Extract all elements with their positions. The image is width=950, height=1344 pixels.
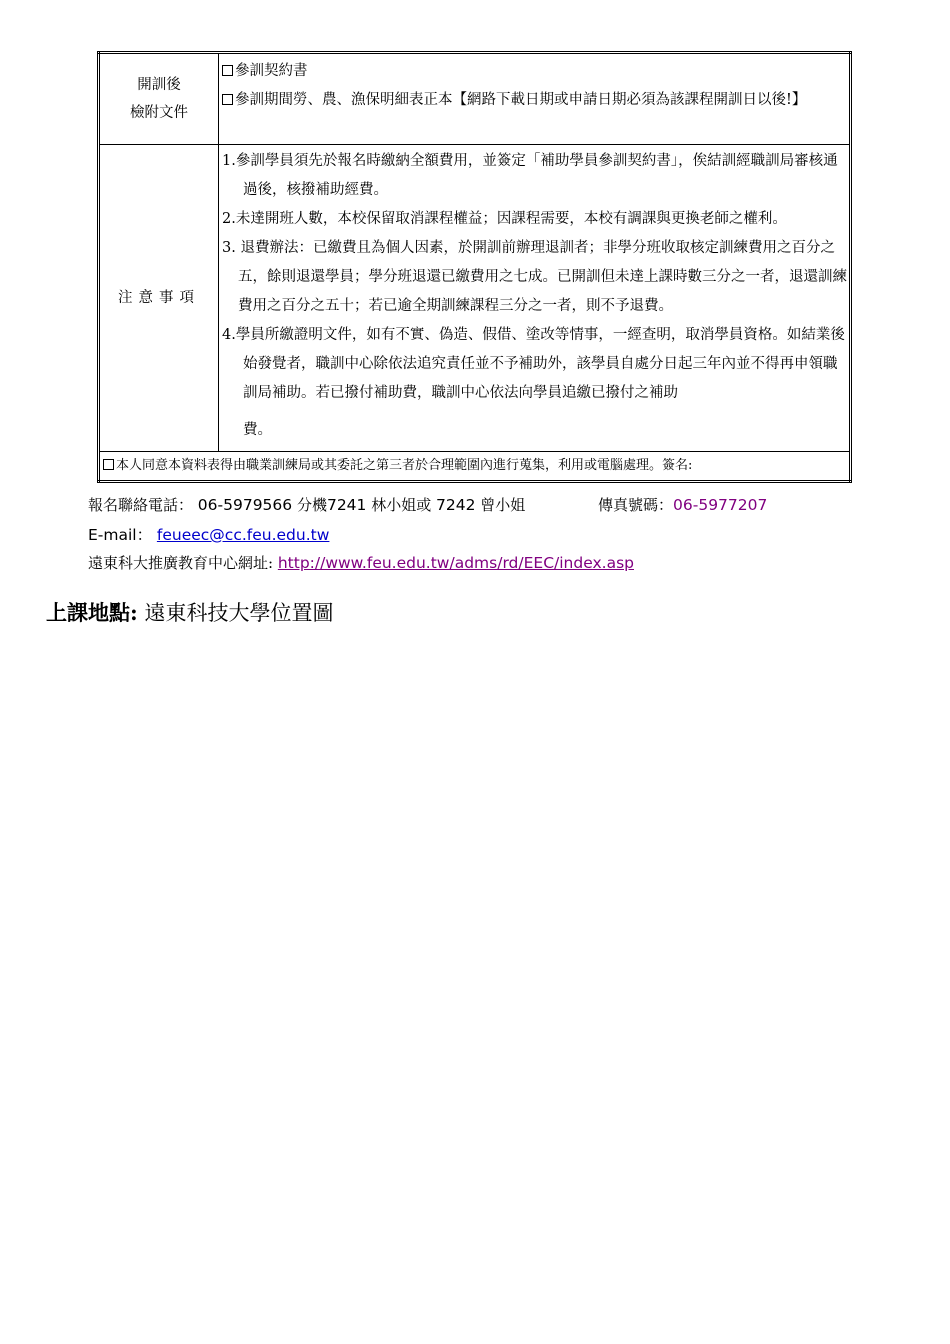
checkbox-icon[interactable]	[222, 65, 233, 76]
contract-doc-text: 參訓契約書	[235, 63, 308, 79]
notice-item-2: 2.未達開班人數，本校保留取消課程權益；因課程需要，本校有調課與更換老師之權利。	[222, 211, 787, 227]
notice-item-4: 4.學員所繳證明文件，如有不實、偽造、假借、塗改等情事，一經查明，取消學員資格。如結業後始發覺者，職訓中心除依法追究責任並不予補助外，該學員自處分日起三年內並不得再申領職訓局補助。若已撥付補助費，職訓中心依法向學員追繳已撥付之補助	[222, 327, 845, 401]
email-line	[88, 525, 329, 545]
after-training-docs-label	[99, 53, 219, 145]
email-label: E-mail：	[88, 526, 153, 544]
website-link[interactable]: http://www.feu.edu.tw/adms/rd/EEC/index.asp	[277, 554, 634, 572]
contract-doc-item	[222, 57, 847, 86]
notice-label: 注意事項	[118, 290, 200, 306]
ext2-number: 7242	[435, 496, 476, 514]
insurance-doc-text: 參訓期間勞、農、漁保明細表正本【網路下載日期或申請日期必須為該課程開訓日以後!】	[235, 92, 807, 108]
after-training-label-line1: 開訓後	[137, 77, 181, 93]
consent-cell	[99, 452, 851, 482]
notice-label-cell	[99, 145, 219, 452]
website-line	[88, 553, 634, 573]
after-training-docs-content	[219, 53, 851, 145]
phone-label: 報名聯絡電話：	[88, 496, 194, 514]
notice-item-4-tail: 費。	[243, 422, 272, 438]
notice-item-1: 1.參訓學員須先於報名時繳納全額費用，並簽定「補助學員參訓契約書」，俟結訓經職訓局審核通過後，核撥補助經費。	[222, 153, 838, 198]
contact-person-1: 林小姐或	[371, 496, 432, 514]
application-form-table	[97, 51, 852, 483]
website-label: 遠東科大推廣教育中心網址:	[88, 554, 274, 572]
ext-text: 分機	[296, 496, 327, 514]
consent-row	[99, 452, 851, 482]
notice-row	[99, 145, 851, 452]
ext1-number: 7241	[326, 496, 367, 514]
checkbox-icon[interactable]	[222, 94, 233, 105]
after-training-docs-row	[99, 53, 851, 145]
email-link[interactable]: feueec@cc.feu.edu.tw	[156, 526, 330, 544]
phone-number: 06-5979566	[197, 496, 293, 514]
insurance-doc-item	[222, 86, 847, 115]
phone-line	[88, 495, 888, 515]
consent-checkbox-icon[interactable]	[103, 459, 114, 470]
fax-number: 06-5977207	[673, 496, 768, 514]
fax-group	[598, 495, 767, 515]
notice-item-3: 3. 退費辦法：已繳費且為個人因素，於開訓前辦理退訓者；非學分班收取核定訓練費用之百分之五，餘則退還學員；學分班退還已繳費用之七成。已開訓但未達上課時數三分之一者，退還訓練費用之百分之五十；若已逾全期訓練課程三分之一者，則不予退費。	[222, 240, 847, 314]
fax-label: 傳真號碼：	[598, 496, 674, 514]
location-value: 遠東科技大學位置圖	[144, 601, 334, 625]
notice-content	[219, 145, 851, 452]
contact-person-2: 曾小姐	[480, 496, 526, 514]
consent-text: 本人同意本資料表得由職業訓練局或其委託之第三者於合理範圍內進行蒐集，利用或電腦處理。簽名:	[116, 458, 693, 473]
location-heading	[46, 598, 333, 628]
location-label: 上課地點:	[46, 600, 138, 625]
after-training-label-line2: 檢附文件	[130, 105, 188, 121]
